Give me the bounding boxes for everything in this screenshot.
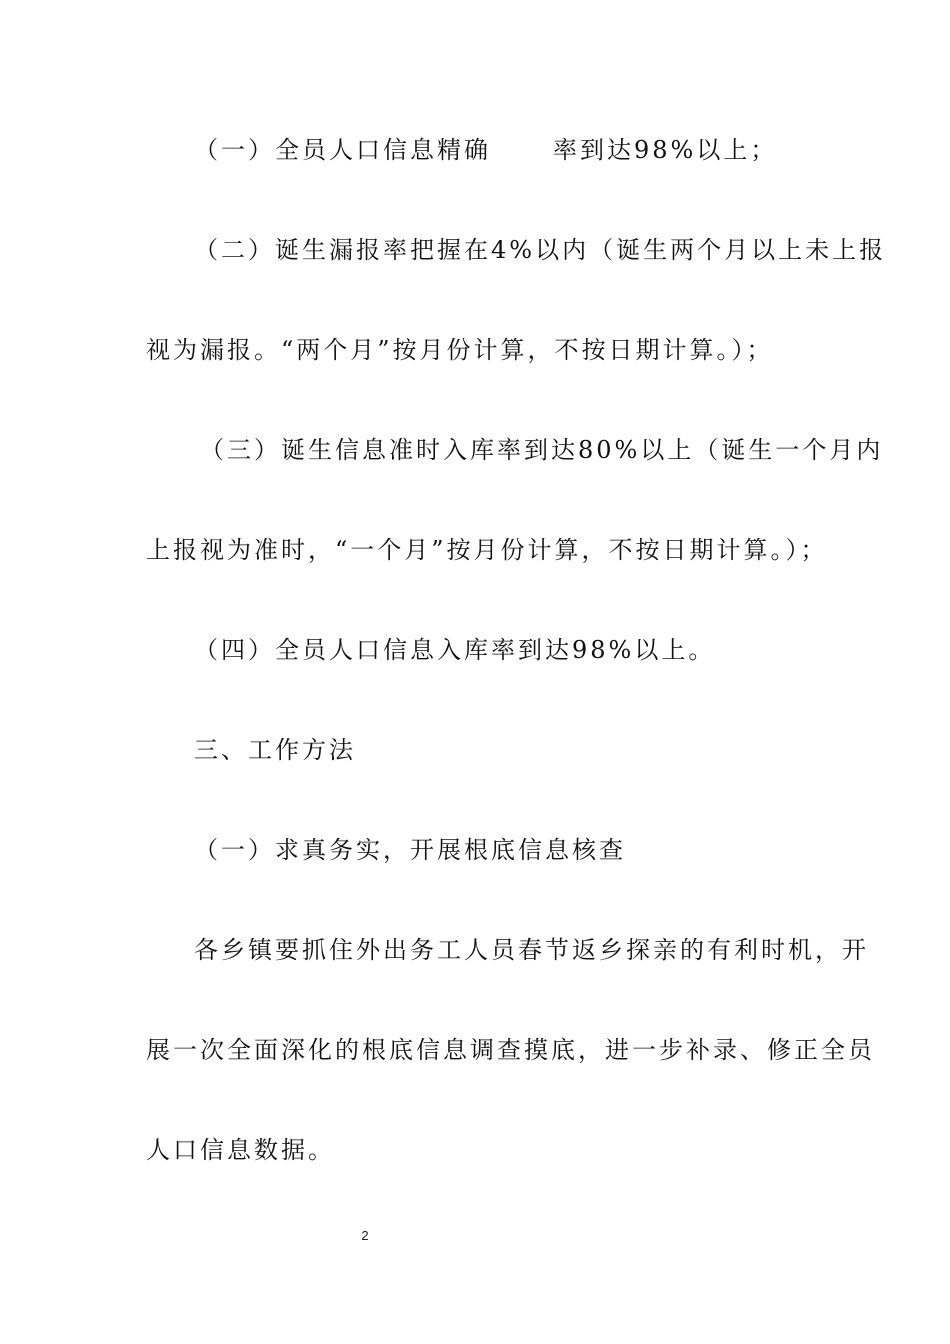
text-line-6: （四）全员人口信息入库率到达98%以上。	[194, 636, 716, 664]
text-line-9: 各乡镇要抓住外出务工人员春节返乡探亲的有利时机，开	[194, 936, 869, 964]
subsection-heading: （一）求真务实，开展根底信息核查	[194, 836, 626, 864]
text-line-4: （三）诞生信息准时入库率到达80%以上（诞生一个月内	[200, 436, 884, 464]
text-line-3: 视为漏报。“两个月”按月份计算，不按日期计算。）；	[146, 336, 774, 364]
text-line-2: （二）诞生漏报率把握在4%以内（诞生两个月以上未上报	[194, 236, 887, 264]
text-line-1-part-b: 率到达98%以上；	[553, 136, 778, 164]
text-line-1-part-a: （一）全员人口信息精确	[194, 136, 491, 164]
text-line-10: 展一次全面深化的根底信息调查摸底，进一步补录、修正全员	[146, 1036, 875, 1064]
section-heading: 三、工作方法	[194, 736, 356, 764]
text-line-1	[194, 134, 866, 166]
page-number: 2	[361, 1228, 369, 1243]
text-line-11: 人口信息数据。	[146, 1136, 335, 1164]
text-line-5: 上报视为准时，“一个月”按月份计算，不按日期计算。）；	[146, 536, 828, 564]
